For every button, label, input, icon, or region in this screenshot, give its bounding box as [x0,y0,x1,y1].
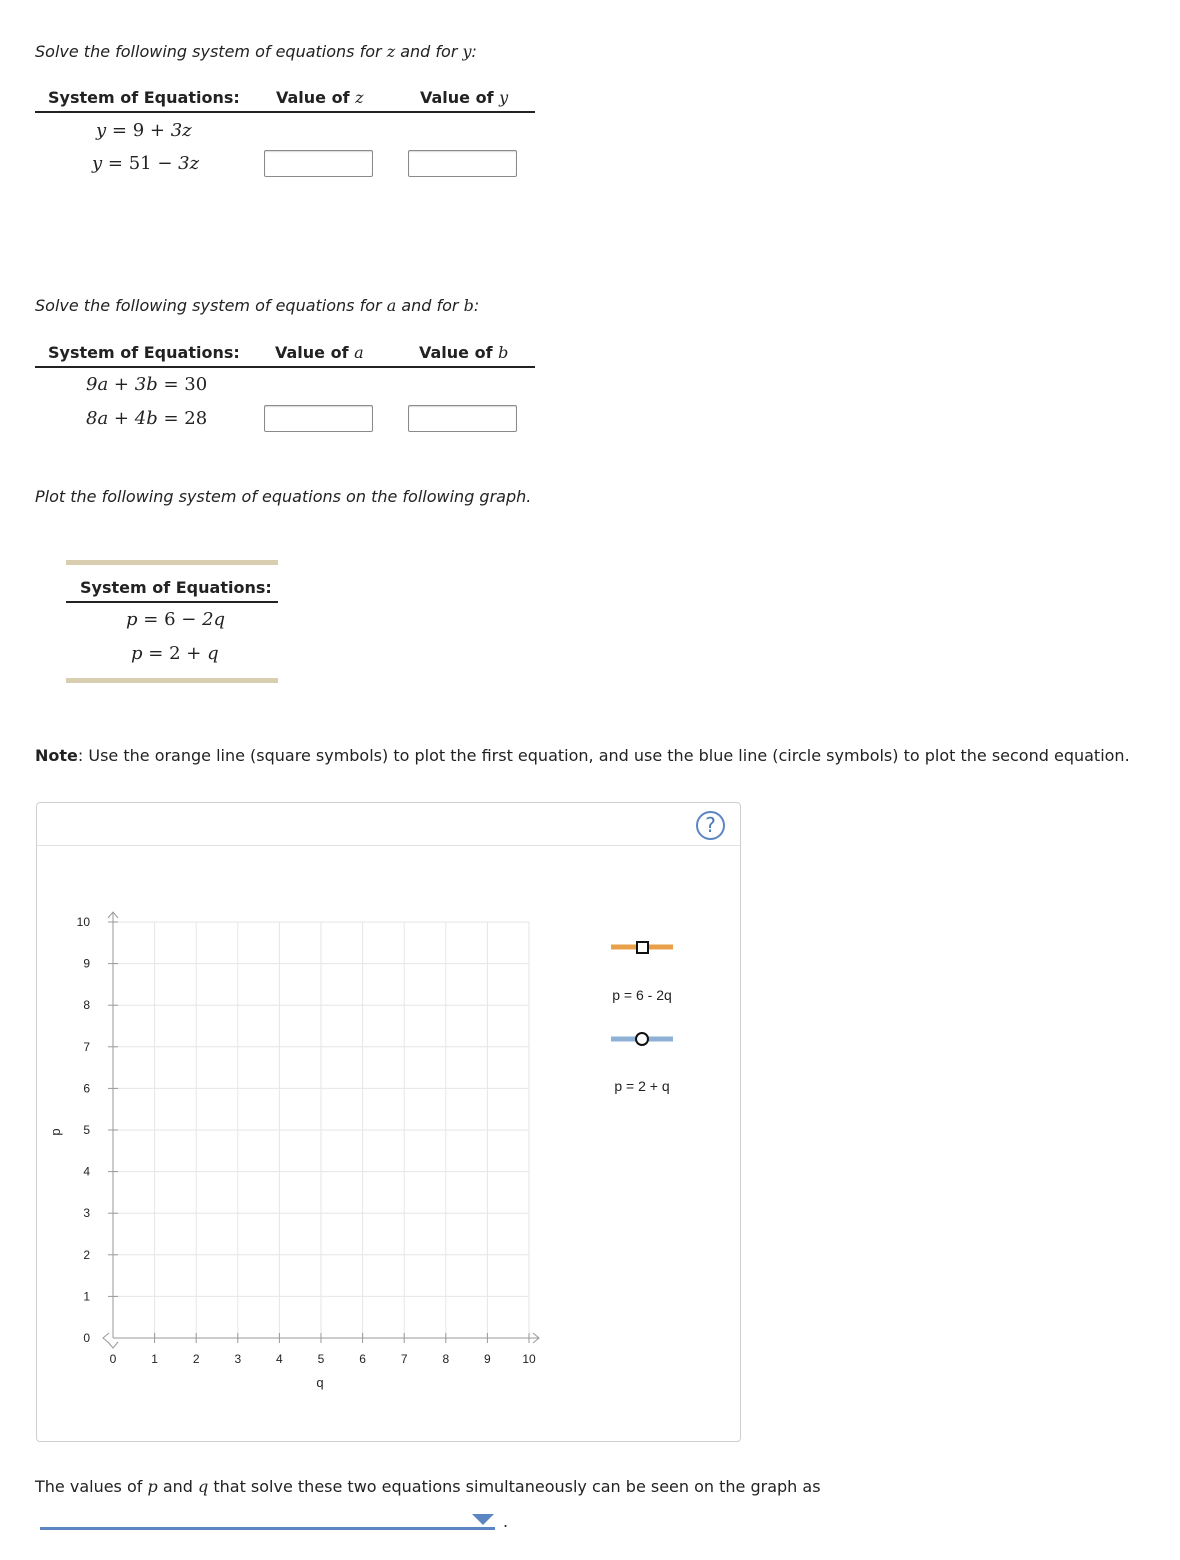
final-text: and [157,1477,199,1496]
x-tick-label: 0 [109,1352,117,1366]
circle-marker-icon [636,1033,648,1045]
x-tick-label: 7 [400,1352,408,1366]
eq-op: − [157,153,173,174]
eq-lhs: y [96,120,107,141]
help-icon[interactable]: ? [696,811,725,840]
eq-term: 8a [86,408,109,429]
eq-term: 3b [134,374,158,395]
final-var-p: p [147,1477,158,1496]
prompt-text: Solve the following system of equations for [35,42,387,61]
note-label: Note [35,746,78,765]
eq-op: + [186,643,202,664]
legend [611,942,673,1094]
eq-op: + [113,408,130,429]
x-axis-arrow-left-icon [103,1333,109,1343]
y-tick-label: 9 [83,956,90,971]
eq-op: + [149,120,165,141]
chevron-down-icon[interactable] [472,1514,494,1525]
equation-1: 9a + 3b = 30 [86,374,208,395]
eq-const: 9 [132,120,145,141]
dropdown-underline [40,1527,495,1530]
header-var: z [355,88,364,107]
y-axis-label: p [48,1128,63,1136]
header-var: b [498,343,509,362]
x-axis-label: q [316,1375,324,1390]
x-tick-label: 6 [359,1352,366,1366]
prompt-var-a: a [386,296,397,315]
eq-term: 3z [178,153,200,174]
prompt-text: and for [396,296,464,315]
eq-const: 2 [169,643,181,664]
y-tick-label: 2 [83,1247,90,1262]
prompt-var-b: b [463,296,474,315]
x-tick-label: 4 [276,1352,283,1366]
y-tick-label: 0 [83,1331,90,1345]
eq-op: − [181,609,197,630]
header-var: y [499,88,509,107]
header-var: a [354,343,364,362]
header-system-of-equations: System of Equations: [48,88,240,107]
y-tick-label: 1 [83,1289,90,1304]
x-tick-label: 2 [192,1352,200,1366]
tick-labels [77,915,536,1366]
final-var-q: q [198,1477,209,1496]
header-text: Value of [419,343,499,362]
y-tick-label: 10 [76,915,90,929]
eq-term: q [207,643,219,664]
eq-term: 9a [86,374,109,395]
equation-2: 8a + 4b = 28 [86,408,208,429]
header-text: Value of [420,88,500,107]
note-text: : Use the orange line (square symbols) to plot the first equation, and use the blue line (circle symbols) to plot the second equation. [77,746,1130,765]
prompt-text: and for [395,42,463,61]
answer-dropdown[interactable] [40,1510,495,1530]
eq-lhs: p [131,643,143,664]
final-text: that solve these two equations simultaneously can be seen on the graph as [208,1477,821,1496]
eq-const: 6 [164,609,176,630]
x-tick-label: 3 [234,1352,242,1366]
eq-lhs: p [126,609,138,630]
equation-1: y = 9 + 3z [96,120,192,141]
eq-lhs: y [92,153,103,174]
prompt-text: Solve the following system of equations for [35,296,387,315]
legend-blue-label: p = 2 + q [614,1078,670,1094]
header-system-of-equations: System of Equations: [48,343,240,362]
y-tick-label: 7 [83,1039,90,1054]
legend-blue-tool[interactable] [611,1033,673,1045]
eq-term: 4b [134,408,158,429]
eq-op: + [113,374,130,395]
x-tick-label: 9 [484,1352,491,1366]
prompt-var-z: z [386,42,396,61]
x-tick-label: 8 [442,1352,450,1366]
y-tick-label: 3 [83,1206,90,1221]
equation-2: p = 2 + q [131,643,219,664]
prompt-var-y: y [462,42,472,61]
square-marker-icon [637,942,648,953]
header-system-of-equations: System of Equations: [80,578,272,597]
prompt-text: : [471,42,477,61]
header-text: Value of [275,343,355,362]
eq-term: 3z [170,120,192,141]
legend-orange-label: p = 6 - 2q [612,987,672,1003]
y-axis-arrow-down-icon [108,1342,118,1348]
final-text: The values of [35,1477,148,1496]
eq-term: 2q [202,609,226,630]
x-tick-label: 1 [151,1352,158,1366]
equation-2: y = 51 − 3z [92,153,200,174]
prompt-text: : [473,296,480,315]
x-tick-label: 10 [522,1352,536,1366]
y-tick-label: 8 [83,998,90,1013]
legend-orange-tool[interactable] [611,942,673,953]
period: . [503,1512,509,1531]
section3-prompt: Plot the following system of equations on the following graph. [35,487,532,506]
equation-1: p = 6 − 2q [126,609,226,630]
final-prompt [35,1477,821,1496]
y-tick-label: 5 [83,1123,90,1137]
eq-rhs: 28 [184,408,208,429]
x-tick-label: 5 [317,1352,325,1366]
ticks [108,922,529,1343]
y-tick-label: 4 [83,1164,90,1179]
header-text: Value of [276,88,356,107]
y-tick-label: 6 [83,1081,90,1096]
eq-rhs: 30 [184,374,208,395]
eq-const: 51 [128,153,152,174]
grid [113,922,529,1338]
